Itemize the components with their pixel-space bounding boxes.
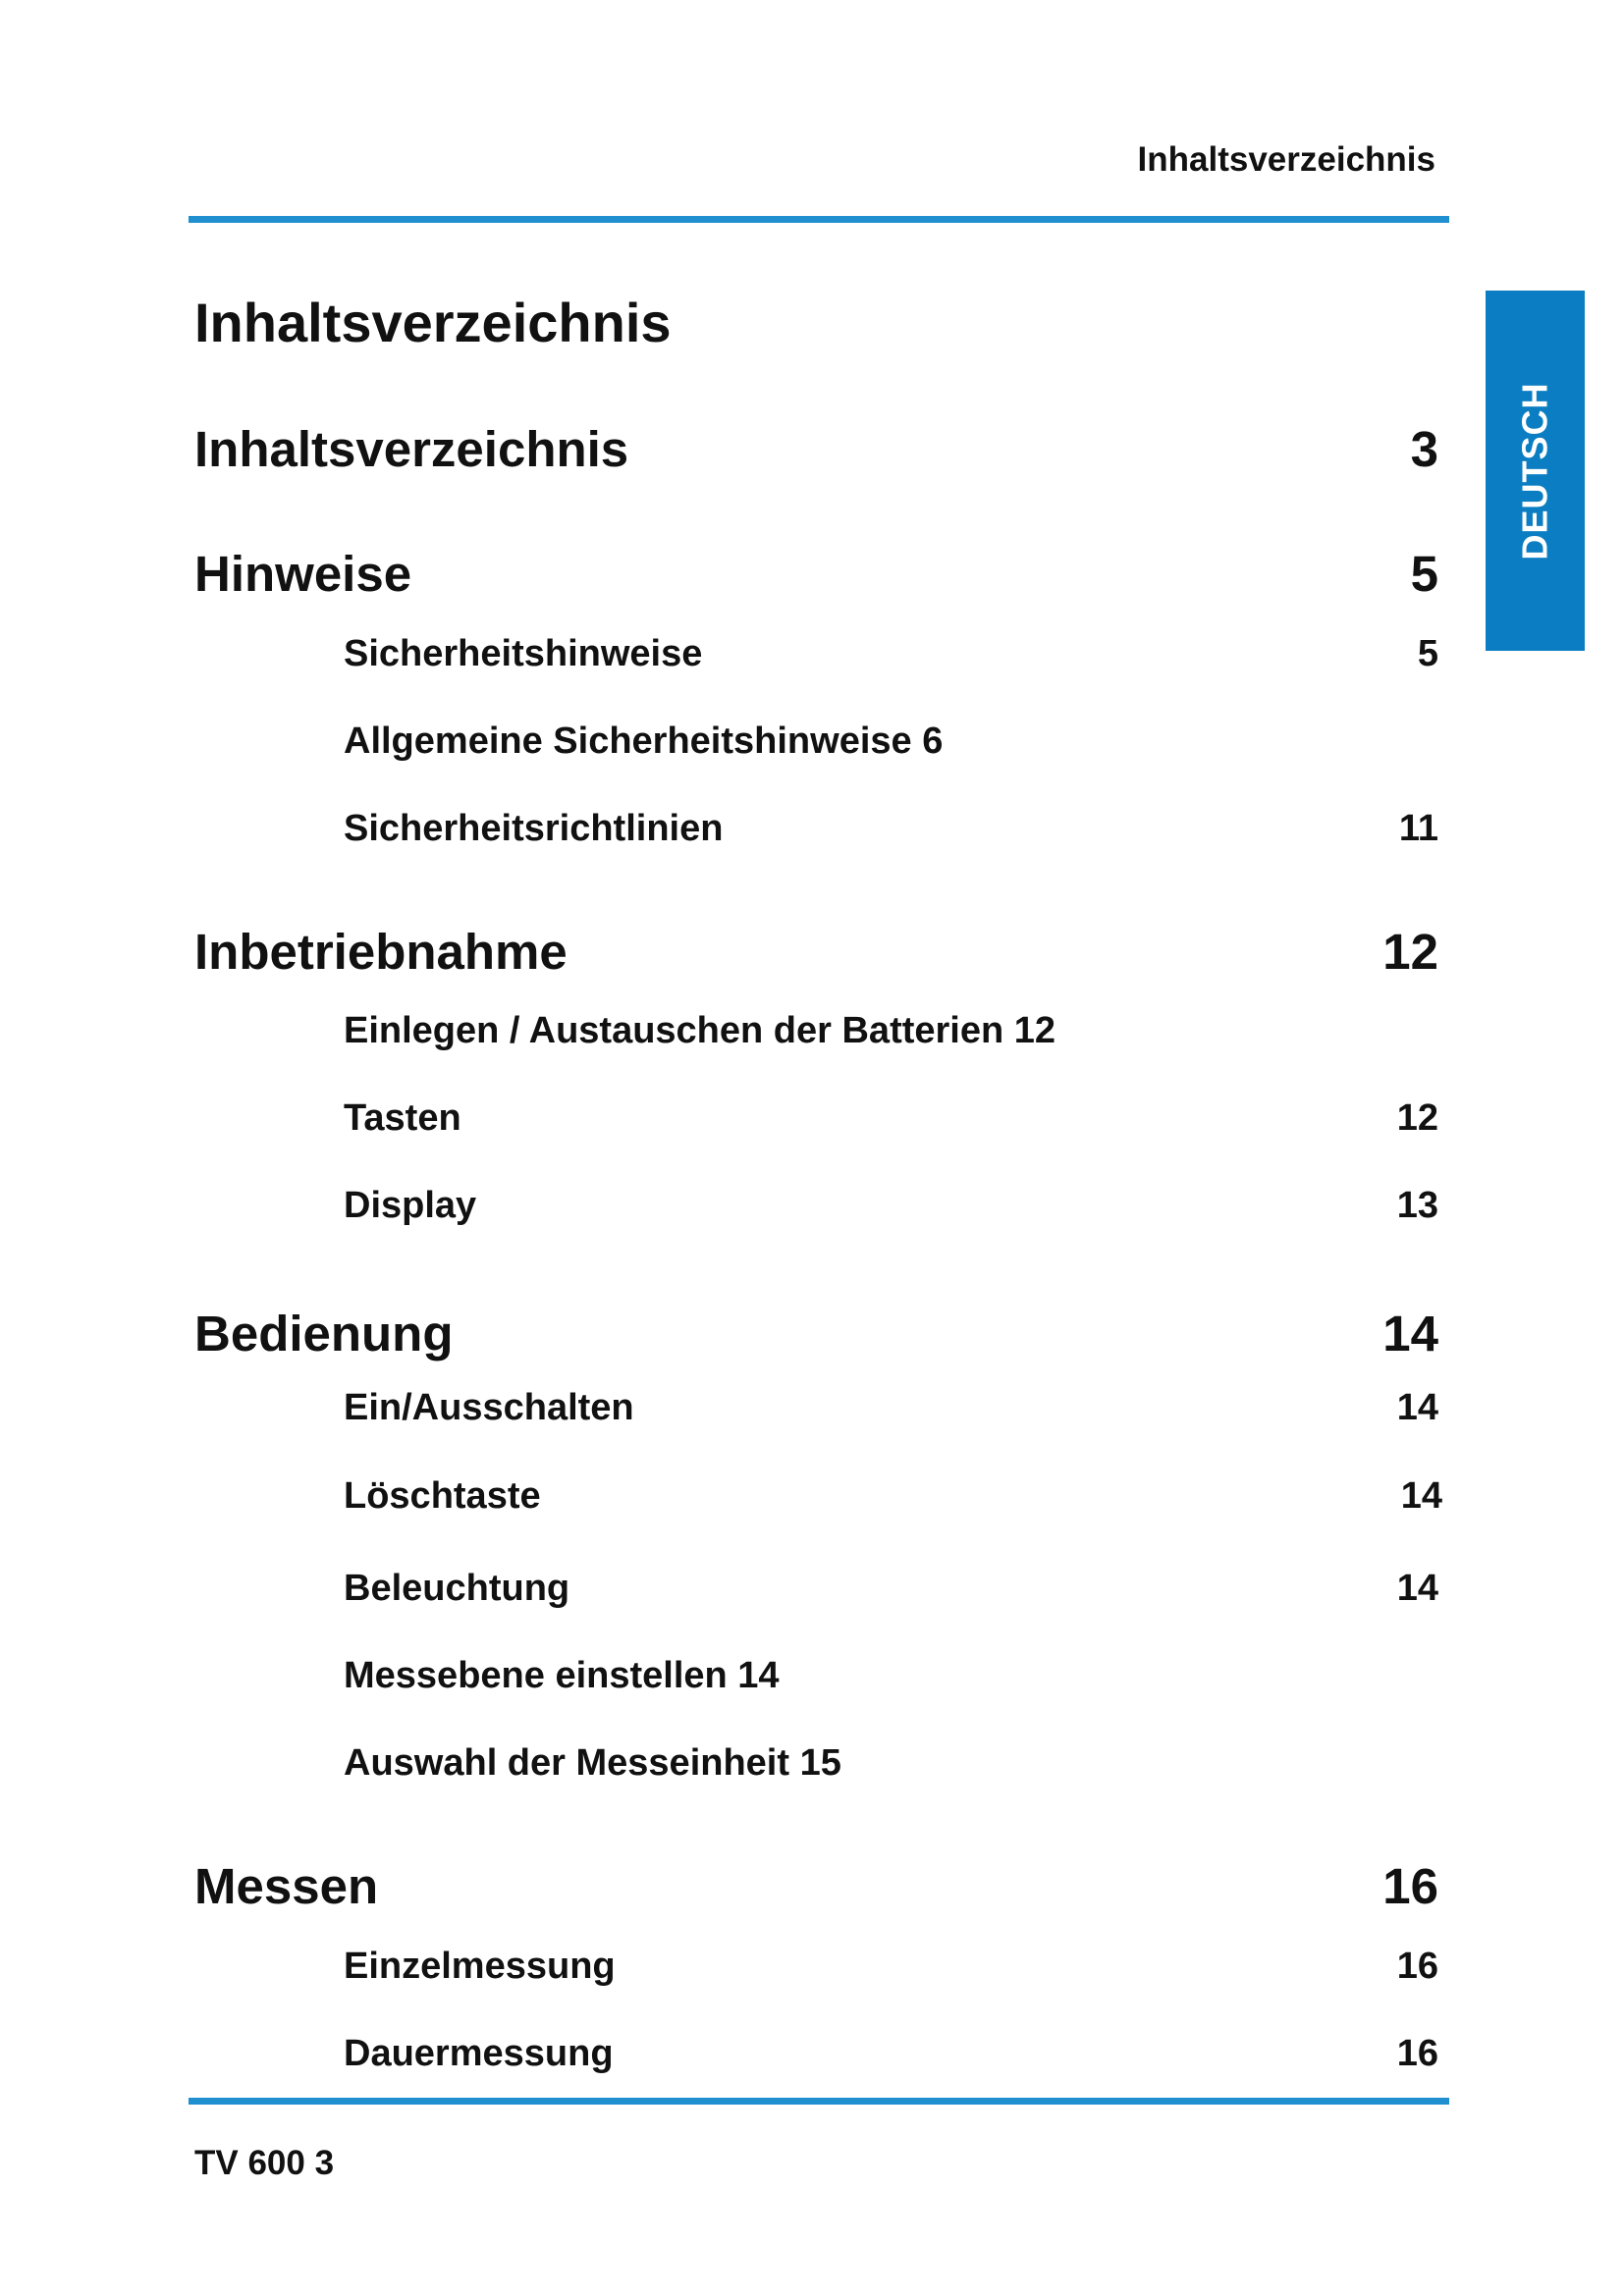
running-header: Inhaltsverzeichnis — [1137, 140, 1435, 179]
toc-section-beleuchtung[interactable]: Beleuchtung — [344, 1568, 570, 1609]
footer-rule — [189, 2098, 1449, 2105]
header-rule — [189, 216, 1449, 223]
toc-page-richtlinien: 11 — [1398, 808, 1438, 849]
toc-section-messebene[interactable]: Messebene einstellen 14 — [344, 1655, 780, 1696]
language-tab — [1486, 291, 1585, 651]
toc-chapter-inbetriebnahme[interactable]: Inbetriebnahme — [194, 924, 568, 980]
toc-section-loeschtaste[interactable]: Löschtaste — [344, 1475, 541, 1517]
toc-section-richtlinien[interactable]: Sicherheitsrichtlinien — [344, 808, 724, 849]
toc-page-einaus: 14 — [1396, 1387, 1438, 1428]
toc-section-tasten[interactable]: Tasten — [344, 1097, 461, 1139]
page-title: Inhaltsverzeichnis — [194, 292, 672, 353]
toc-page-einzelmessung: 16 — [1396, 1946, 1438, 1987]
toc-section-messeinheit[interactable]: Auswahl der Messeinheit 15 — [344, 1742, 841, 1784]
toc-page-dauermessung: 16 — [1396, 2033, 1438, 2074]
toc-page-hinweise: 5 — [1410, 546, 1438, 602]
toc-page-inbetriebnahme: 12 — [1382, 924, 1438, 980]
toc-page-beleuchtung: 14 — [1396, 1568, 1438, 1609]
toc-section-allgemeine[interactable]: Allgemeine Sicherheitshinweise 6 — [344, 721, 944, 762]
toc-page-inhalt: 3 — [1410, 421, 1438, 477]
toc-page-bedienung: 14 — [1382, 1306, 1438, 1362]
toc-section-einzelmessung[interactable]: Einzelmessung — [344, 1946, 616, 1987]
toc-chapter-inhalt[interactable]: Inhaltsverzeichnis — [194, 421, 629, 477]
toc-page-display: 13 — [1396, 1185, 1438, 1226]
toc-section-display[interactable]: Display — [344, 1185, 477, 1226]
toc-chapter-hinweise[interactable]: Hinweise — [194, 546, 412, 602]
page-footer: TV 600 3 — [194, 2144, 335, 2182]
toc-page-sicherheitshinweise: 5 — [1417, 633, 1438, 674]
toc-page-tasten: 12 — [1396, 1097, 1438, 1139]
toc-chapter-messen[interactable]: Messen — [194, 1858, 379, 1914]
toc-page-loeschtaste: 14 — [1400, 1475, 1442, 1517]
toc-section-sicherheitshinweise[interactable]: Sicherheitshinweise — [344, 633, 703, 674]
toc-section-einaus[interactable]: Ein/Ausschalten — [344, 1387, 634, 1428]
toc-page-messen: 16 — [1382, 1858, 1438, 1914]
toc-section-batterien[interactable]: Einlegen / Austauschen der Batterien 12 — [344, 1010, 1056, 1051]
toc-chapter-bedienung[interactable]: Bedienung — [194, 1306, 454, 1362]
toc-section-dauermessung[interactable]: Dauermessung — [344, 2033, 614, 2074]
language-tab-label: DEUTSCH — [1514, 381, 1555, 561]
